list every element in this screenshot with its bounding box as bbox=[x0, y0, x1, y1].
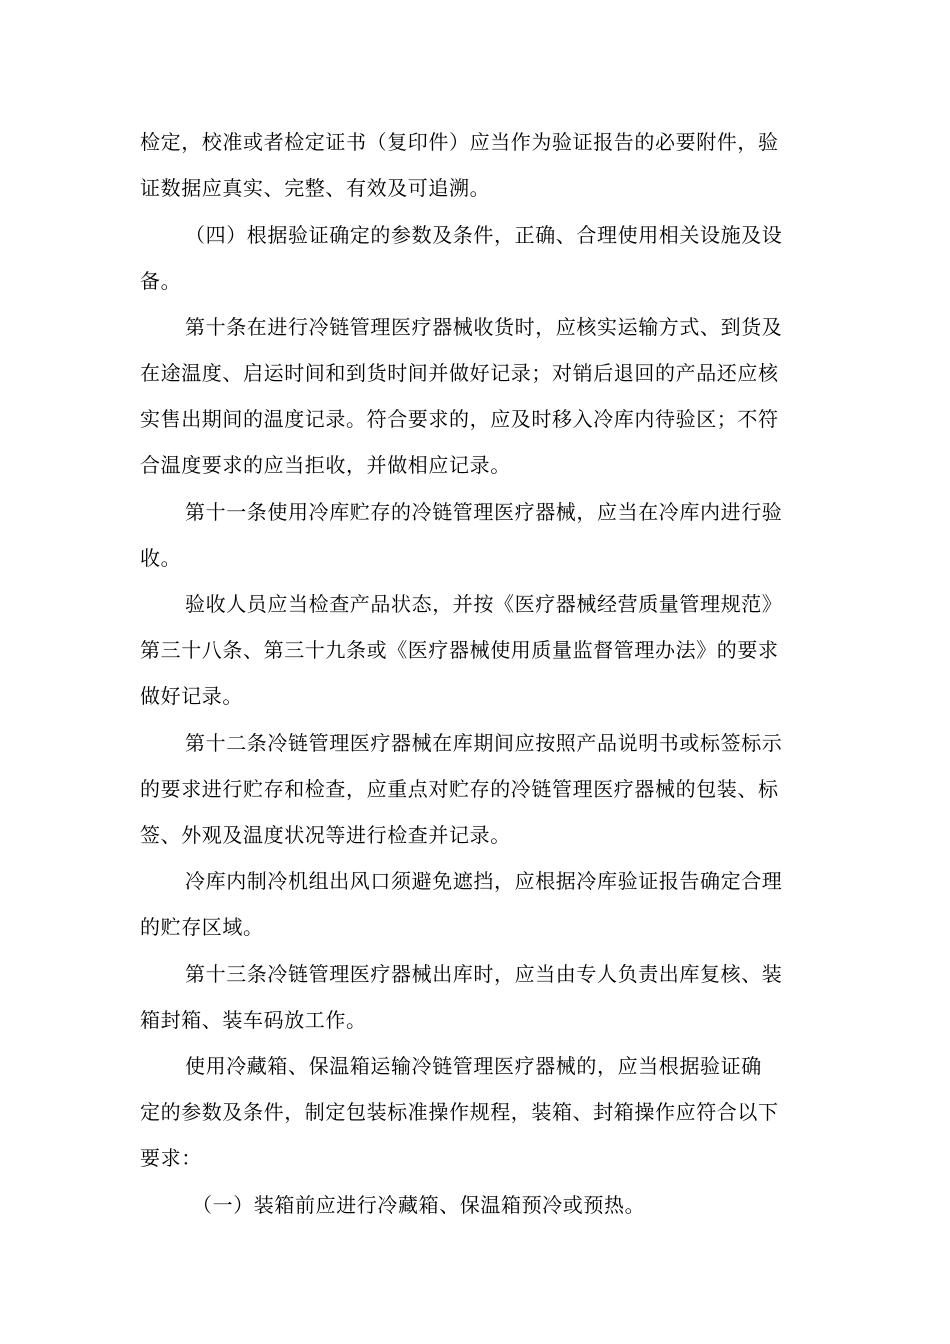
text-line-8: 合温度要求的应当拒收，并做相应记录。 bbox=[140, 453, 511, 477]
text-line-19: 第十三条冷链管理医疗器械出库时，应当由专人负责出库复核、装 bbox=[185, 962, 783, 986]
text-line-5: 第十条在进行冷链管理医疗器械收货时，应核实运输方式、到货及 bbox=[185, 315, 783, 339]
text-line-15: 的要求进行贮存和检查，应重点对贮存的冷链管理医疗器械的包装、标 bbox=[140, 777, 779, 801]
text-line-3: （四）根据验证确定的参数及条件，正确、合理使用相关设施及设 bbox=[185, 223, 783, 247]
text-line-1: 检定，校准或者检定证书（复印件）应当作为验证报告的必要附件，验 bbox=[140, 130, 779, 154]
text-line-6: 在途温度、启运时间和到货时间并做好记录；对销后退回的产品还应核 bbox=[140, 361, 779, 385]
text-line-9: 第十一条使用冷库贮存的冷链管理医疗器械，应当在冷库内进行验 bbox=[185, 500, 783, 524]
text-line-24: （一）装箱前应进行冷藏箱、保温箱预冷或预热。 bbox=[192, 1193, 646, 1217]
text-line-10: 收。 bbox=[140, 546, 182, 570]
text-line-21: 使用冷藏箱、保温箱运输冷链管理医疗器械的，应当根据验证确 bbox=[185, 1054, 762, 1078]
text-line-13: 做好记录。 bbox=[140, 684, 243, 708]
text-line-11: 验收人员应当检查产品状态，并按《医疗器械经营质量管理规范》 bbox=[185, 592, 783, 616]
text-line-16: 签、外观及温度状况等进行检查并记录。 bbox=[140, 823, 511, 847]
text-line-12: 第三十八条、第三十九条或《医疗器械使用质量监督管理办法》的要求 bbox=[140, 638, 779, 662]
text-line-2: 证数据应真实、完整、有效及可追溯。 bbox=[140, 176, 491, 200]
text-line-4: 备。 bbox=[140, 269, 182, 293]
text-line-14: 第十二条冷链管理医疗器械在库期间应按照产品说明书或标签标示 bbox=[185, 731, 783, 755]
text-line-22: 定的参数及条件，制定包装标准操作规程，装箱、封箱操作应符合以下 bbox=[140, 1100, 779, 1124]
text-line-7: 实售出期间的温度记录。符合要求的，应及时移入冷库内待验区；不符 bbox=[140, 407, 779, 431]
text-line-18: 的贮存区域。 bbox=[140, 915, 264, 939]
text-line-17: 冷库内制冷机组出风口须避免遮挡，应根据冷库验证报告确定合理 bbox=[185, 869, 783, 893]
text-line-20: 箱封箱、装车码放工作。 bbox=[140, 1008, 367, 1032]
text-line-23: 要求： bbox=[140, 1146, 202, 1170]
